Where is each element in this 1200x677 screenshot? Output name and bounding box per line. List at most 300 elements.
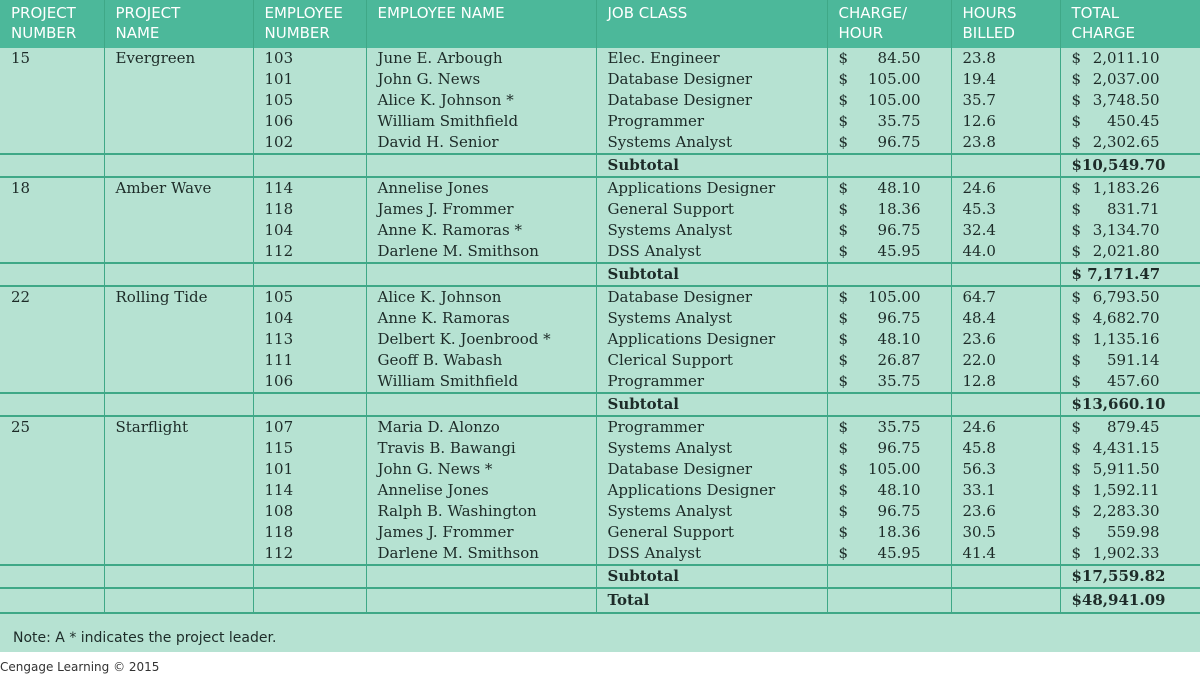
amount: 18.36 <box>877 200 921 218</box>
charge-hour-cell <box>827 480 951 501</box>
header-project-name: PROJECT NAME <box>104 0 253 48</box>
project-name-cell: Starflight <box>104 416 253 438</box>
currency-symbol: $ <box>838 544 849 562</box>
table-cell <box>827 263 951 286</box>
table-cell <box>0 69 104 90</box>
money-value <box>1072 480 1160 501</box>
currency-symbol: $ <box>838 481 849 499</box>
money-value <box>839 220 921 241</box>
amount: 559.98 <box>1107 523 1160 541</box>
money-value <box>839 199 921 220</box>
charge-hour-cell <box>827 416 951 438</box>
job-class-cell: Programmer <box>596 111 827 132</box>
table-cell <box>951 588 1060 613</box>
money-value <box>839 111 921 132</box>
currency-symbol: $ <box>838 49 849 67</box>
currency-symbol: $ <box>1071 523 1082 541</box>
total-charge-cell <box>1060 111 1200 132</box>
money-value <box>1072 501 1160 522</box>
currency-symbol: $ <box>1071 544 1082 562</box>
hours-billed-cell: 32.4 <box>951 220 1060 241</box>
table-cell <box>951 393 1060 416</box>
table-cell <box>104 220 253 241</box>
employee-name-cell: Maria D. Alonzo <box>366 416 596 438</box>
employee-name-cell: Annelise Jones <box>366 177 596 199</box>
total-charge-cell <box>1060 199 1200 220</box>
currency-symbol: $ <box>1071 221 1082 239</box>
table-cell <box>0 329 104 350</box>
amount: 35.75 <box>877 372 921 390</box>
table-row <box>0 480 1200 501</box>
header-charge-hour: CHARGE/ HOUR <box>827 0 951 48</box>
subtotal-label: Subtotal <box>596 565 827 588</box>
total-charge-cell <box>1060 438 1200 459</box>
employee-name-cell: June E. Arbough <box>366 48 596 69</box>
table-row <box>0 308 1200 329</box>
table-row <box>0 199 1200 220</box>
grand-total-value: $48,941.09 <box>1060 588 1200 613</box>
money-value <box>1072 522 1160 543</box>
employee-number-cell: 107 <box>253 416 366 438</box>
employee-name-cell: Delbert K. Joenbrood * <box>366 329 596 350</box>
currency-symbol: $ <box>838 112 849 130</box>
hours-billed-cell: 56.3 <box>951 459 1060 480</box>
table-row <box>0 350 1200 371</box>
table-row <box>0 371 1200 393</box>
copyright-credit: Cengage Learning © 2015 <box>0 660 160 674</box>
employee-number-cell: 108 <box>253 501 366 522</box>
employee-number-cell: 118 <box>253 199 366 220</box>
amount: 105.00 <box>868 460 921 478</box>
table-cell <box>0 263 104 286</box>
amount: 35.75 <box>877 112 921 130</box>
job-class-cell: Systems Analyst <box>596 438 827 459</box>
job-class-cell: Systems Analyst <box>596 308 827 329</box>
total-charge-cell <box>1060 308 1200 329</box>
header-job-class: JOB CLASS <box>596 0 827 48</box>
hours-billed-cell: 35.7 <box>951 90 1060 111</box>
charge-hour-cell <box>827 177 951 199</box>
job-class-cell: Applications Designer <box>596 329 827 350</box>
total-charge-cell <box>1060 69 1200 90</box>
employee-number-cell: 104 <box>253 308 366 329</box>
currency-symbol: $ <box>838 179 849 197</box>
currency-symbol: $ <box>838 200 849 218</box>
project-number-cell: 22 <box>0 286 104 308</box>
employee-name-cell: Darlene M. Smithson <box>366 241 596 263</box>
employee-name-cell: John G. News * <box>366 459 596 480</box>
currency-symbol: $ <box>1071 49 1082 67</box>
table-row <box>0 48 1200 69</box>
job-class-cell: DSS Analyst <box>596 241 827 263</box>
hours-billed-cell: 64.7 <box>951 286 1060 308</box>
table-row <box>0 111 1200 132</box>
employee-number-cell: 114 <box>253 480 366 501</box>
table-row <box>0 416 1200 438</box>
hours-billed-cell: 24.6 <box>951 416 1060 438</box>
hours-billed-cell: 44.0 <box>951 241 1060 263</box>
table-row <box>0 459 1200 480</box>
currency-symbol: $ <box>1071 481 1082 499</box>
currency-symbol: $ <box>838 372 849 390</box>
table-cell <box>0 90 104 111</box>
charge-hour-cell <box>827 438 951 459</box>
money-value <box>839 543 921 564</box>
currency-symbol: $ <box>1071 70 1082 88</box>
total-charge-cell <box>1060 371 1200 393</box>
table-cell <box>104 90 253 111</box>
hours-billed-cell: 22.0 <box>951 350 1060 371</box>
currency-symbol: $ <box>838 460 849 478</box>
employee-number-cell: 101 <box>253 69 366 90</box>
money-value <box>1072 111 1160 132</box>
table-cell <box>104 522 253 543</box>
hours-billed-cell: 12.6 <box>951 111 1060 132</box>
hours-billed-cell: 23.6 <box>951 501 1060 522</box>
total-charge-cell <box>1060 241 1200 263</box>
currency-symbol: $ <box>838 330 849 348</box>
project-number-cell: 18 <box>0 177 104 199</box>
employee-name-cell: William Smithfield <box>366 371 596 393</box>
subtotal-value: $ 7,171.47 <box>1060 263 1200 286</box>
money-value <box>839 350 921 371</box>
table-cell <box>104 543 253 565</box>
hours-billed-cell: 19.4 <box>951 69 1060 90</box>
project-name-cell: Rolling Tide <box>104 286 253 308</box>
total-charge-cell <box>1060 522 1200 543</box>
header-hours-billed: HOURS BILLED <box>951 0 1060 48</box>
amount: 831.71 <box>1107 200 1160 218</box>
currency-symbol: $ <box>1071 372 1082 390</box>
hours-billed-cell: 45.8 <box>951 438 1060 459</box>
currency-symbol: $ <box>838 91 849 109</box>
charge-hour-cell <box>827 199 951 220</box>
currency-symbol: $ <box>838 351 849 369</box>
total-charge-cell <box>1060 543 1200 565</box>
charge-hour-cell <box>827 329 951 350</box>
table-cell <box>0 199 104 220</box>
hours-billed-cell: 33.1 <box>951 480 1060 501</box>
job-class-cell: Applications Designer <box>596 480 827 501</box>
money-value <box>839 178 921 199</box>
employee-name-cell: Darlene M. Smithson <box>366 543 596 565</box>
total-charge-cell <box>1060 286 1200 308</box>
table-cell <box>253 154 366 177</box>
grand-total-row <box>0 588 1200 613</box>
hours-billed-cell: 45.3 <box>951 199 1060 220</box>
table-row <box>0 241 1200 263</box>
total-charge-cell <box>1060 177 1200 199</box>
employee-number-cell: 112 <box>253 241 366 263</box>
table-cell <box>366 263 596 286</box>
total-charge-cell <box>1060 501 1200 522</box>
grand-total-label: Total <box>596 588 827 613</box>
job-class-cell: Systems Analyst <box>596 220 827 241</box>
header-total-charge: TOTAL CHARGE <box>1060 0 1200 48</box>
table-cell <box>0 154 104 177</box>
table-cell <box>366 565 596 588</box>
employee-name-cell: Anne K. Ramoras <box>366 308 596 329</box>
subtotal-label: Subtotal <box>596 263 827 286</box>
money-value <box>1072 308 1160 329</box>
currency-symbol: $ <box>1071 112 1082 130</box>
amount: 45.95 <box>877 544 921 562</box>
money-value <box>839 69 921 90</box>
table-cell <box>104 263 253 286</box>
header-employee-number: EMPLOYEE NUMBER <box>253 0 366 48</box>
total-charge-cell <box>1060 480 1200 501</box>
charge-hour-cell <box>827 543 951 565</box>
total-charge-cell <box>1060 90 1200 111</box>
table-cell <box>104 438 253 459</box>
money-value <box>839 371 921 392</box>
currency-symbol: $ <box>1071 179 1082 197</box>
table-cell <box>0 132 104 154</box>
total-charge-cell <box>1060 459 1200 480</box>
employee-name-cell: Alice K. Johnson * <box>366 90 596 111</box>
employee-number-cell: 114 <box>253 177 366 199</box>
table-cell <box>827 393 951 416</box>
hours-billed-cell: 23.6 <box>951 329 1060 350</box>
subtotal-value: $10,549.70 <box>1060 154 1200 177</box>
table-cell <box>253 588 366 613</box>
employee-name-cell: Annelise Jones <box>366 480 596 501</box>
subtotal-label: Subtotal <box>596 154 827 177</box>
table-cell <box>0 565 104 588</box>
money-value <box>1072 329 1160 350</box>
money-value <box>1072 132 1160 153</box>
currency-symbol: $ <box>1071 439 1082 457</box>
amount: 5,911.50 <box>1092 460 1160 478</box>
amount: 3,134.70 <box>1092 221 1160 239</box>
employee-name-cell: James J. Frommer <box>366 199 596 220</box>
money-value <box>1072 69 1160 90</box>
table-cell <box>951 263 1060 286</box>
currency-symbol: $ <box>1071 242 1082 260</box>
table-row <box>0 438 1200 459</box>
employee-name-cell: Alice K. Johnson <box>366 286 596 308</box>
subtotal-label: Subtotal <box>596 393 827 416</box>
employee-number-cell: 111 <box>253 350 366 371</box>
hours-billed-cell: 12.8 <box>951 371 1060 393</box>
amount: 6,793.50 <box>1092 288 1160 306</box>
amount: 457.60 <box>1107 372 1160 390</box>
job-class-cell: General Support <box>596 522 827 543</box>
currency-symbol: $ <box>838 502 849 520</box>
charge-hour-cell <box>827 308 951 329</box>
table-cell <box>104 588 253 613</box>
money-value <box>1072 371 1160 392</box>
amount: 45.95 <box>877 242 921 260</box>
table-cell <box>104 565 253 588</box>
subtotal-value: $13,660.10 <box>1060 393 1200 416</box>
employee-number-cell: 113 <box>253 329 366 350</box>
footnote: Note: A * indicates the project leader. <box>13 630 277 646</box>
table-cell <box>0 350 104 371</box>
employee-number-cell: 106 <box>253 111 366 132</box>
project-number-cell: 15 <box>11 49 31 67</box>
charge-hour-cell <box>827 48 951 69</box>
currency-symbol: $ <box>838 288 849 306</box>
hours-billed-cell: 41.4 <box>951 543 1060 565</box>
money-value <box>839 417 921 438</box>
total-charge-cell <box>1060 350 1200 371</box>
amount: 105.00 <box>868 91 921 109</box>
table-cell <box>104 154 253 177</box>
charge-hour-cell <box>827 286 951 308</box>
amount: 48.10 <box>877 481 921 499</box>
money-value <box>1072 438 1160 459</box>
table-row <box>0 286 1200 308</box>
total-charge-cell <box>1060 132 1200 154</box>
table-cell <box>951 154 1060 177</box>
table-body <box>0 48 1200 613</box>
money-value <box>1072 178 1160 199</box>
table-cell <box>366 393 596 416</box>
hours-billed-cell: 23.8 <box>951 48 1060 69</box>
charge-hour-cell <box>827 69 951 90</box>
currency-symbol: $ <box>1071 200 1082 218</box>
employee-number-cell: 106 <box>253 371 366 393</box>
job-class-cell: Database Designer <box>596 69 827 90</box>
table-cell <box>827 154 951 177</box>
table-row <box>0 501 1200 522</box>
table-cell <box>0 111 104 132</box>
employee-number-cell: 104 <box>253 220 366 241</box>
charge-hour-cell <box>827 371 951 393</box>
table-cell <box>827 565 951 588</box>
project-number-cell: 25 <box>0 416 104 438</box>
amount: 96.75 <box>877 133 921 151</box>
charge-hour-cell <box>827 90 951 111</box>
amount: 879.45 <box>1107 418 1160 436</box>
table-cell <box>104 393 253 416</box>
job-class-cell: Systems Analyst <box>596 132 827 154</box>
table-cell <box>0 220 104 241</box>
currency-symbol: $ <box>838 523 849 541</box>
money-value <box>839 90 921 111</box>
money-value <box>1072 350 1160 371</box>
table-cell <box>827 588 951 613</box>
money-value <box>1072 543 1160 564</box>
amount: 48.10 <box>877 330 921 348</box>
employee-name-cell: William Smithfield <box>366 111 596 132</box>
currency-symbol: $ <box>1071 288 1082 306</box>
currency-symbol: $ <box>1071 418 1082 436</box>
job-class-cell: Database Designer <box>596 459 827 480</box>
subtotal-value: $17,559.82 <box>1060 565 1200 588</box>
total-charge-cell <box>1060 329 1200 350</box>
charge-hour-cell <box>827 350 951 371</box>
amount: 591.14 <box>1107 351 1160 369</box>
currency-symbol: $ <box>1071 91 1082 109</box>
currency-symbol: $ <box>1071 133 1082 151</box>
currency-symbol: $ <box>1071 330 1082 348</box>
employee-name-cell: David H. Senior <box>366 132 596 154</box>
employee-name-cell: Geoff B. Wabash <box>366 350 596 371</box>
employee-number-cell: 103 <box>253 48 366 69</box>
table-cell <box>366 154 596 177</box>
table-cell <box>0 588 104 613</box>
employee-number-cell: 101 <box>253 459 366 480</box>
amount: 1,902.33 <box>1092 544 1160 562</box>
project-name-cell: Evergreen <box>104 48 253 69</box>
employee-number-cell: 118 <box>253 522 366 543</box>
employee-name-cell: John G. News <box>366 69 596 90</box>
table-cell <box>104 329 253 350</box>
table-cell <box>104 241 253 263</box>
money-value <box>839 501 921 522</box>
job-class-cell: Clerical Support <box>596 350 827 371</box>
charge-hour-cell <box>827 522 951 543</box>
table-row <box>0 220 1200 241</box>
money-value <box>839 459 921 480</box>
amount: 96.75 <box>877 309 921 327</box>
hours-billed-cell: 24.6 <box>951 177 1060 199</box>
amount: 96.75 <box>877 221 921 239</box>
amount: 96.75 <box>877 502 921 520</box>
amount: 105.00 <box>868 288 921 306</box>
total-charge-cell <box>1060 48 1200 69</box>
table-cell <box>253 263 366 286</box>
table-cell <box>0 522 104 543</box>
subtotal-row <box>0 154 1200 177</box>
amount: 2,037.00 <box>1092 70 1160 88</box>
money-value <box>839 132 921 153</box>
job-class-cell: Systems Analyst <box>596 501 827 522</box>
job-class-cell: Database Designer <box>596 90 827 111</box>
money-value <box>839 48 921 69</box>
employee-number-cell: 105 <box>253 90 366 111</box>
subtotal-row <box>0 393 1200 416</box>
table-cell <box>104 459 253 480</box>
currency-symbol: $ <box>1071 502 1082 520</box>
employee-name-cell: James J. Frommer <box>366 522 596 543</box>
job-class-cell: Programmer <box>596 371 827 393</box>
charge-hour-cell <box>827 132 951 154</box>
subtotal-row <box>0 565 1200 588</box>
amount: 2,021.80 <box>1092 242 1160 260</box>
hours-billed-cell: 48.4 <box>951 308 1060 329</box>
table-cell <box>104 199 253 220</box>
employee-name-cell: Anne K. Ramoras * <box>366 220 596 241</box>
employee-number-cell: 115 <box>253 438 366 459</box>
table-row <box>0 132 1200 154</box>
hours-billed-cell: 30.5 <box>951 522 1060 543</box>
table-cell <box>104 350 253 371</box>
table-cell <box>0 459 104 480</box>
header-employee-name: EMPLOYEE NAME <box>366 0 596 48</box>
job-class-cell: DSS Analyst <box>596 543 827 565</box>
job-class-cell: Applications Designer <box>596 177 827 199</box>
table-cell <box>0 371 104 393</box>
charge-hour-cell <box>827 459 951 480</box>
amount: 2,011.10 <box>1092 49 1160 67</box>
table-cell <box>0 393 104 416</box>
amount: 35.75 <box>877 418 921 436</box>
table-cell <box>104 371 253 393</box>
amount: 1,592.11 <box>1092 481 1160 499</box>
table-row <box>0 522 1200 543</box>
amount: 48.10 <box>877 179 921 197</box>
table-cell <box>104 69 253 90</box>
employee-number-cell: 105 <box>253 286 366 308</box>
amount: 18.36 <box>877 523 921 541</box>
amount: 105.00 <box>868 70 921 88</box>
employee-number-cell: 112 <box>253 543 366 565</box>
total-charge-cell <box>1060 220 1200 241</box>
job-class-cell: Database Designer <box>596 286 827 308</box>
